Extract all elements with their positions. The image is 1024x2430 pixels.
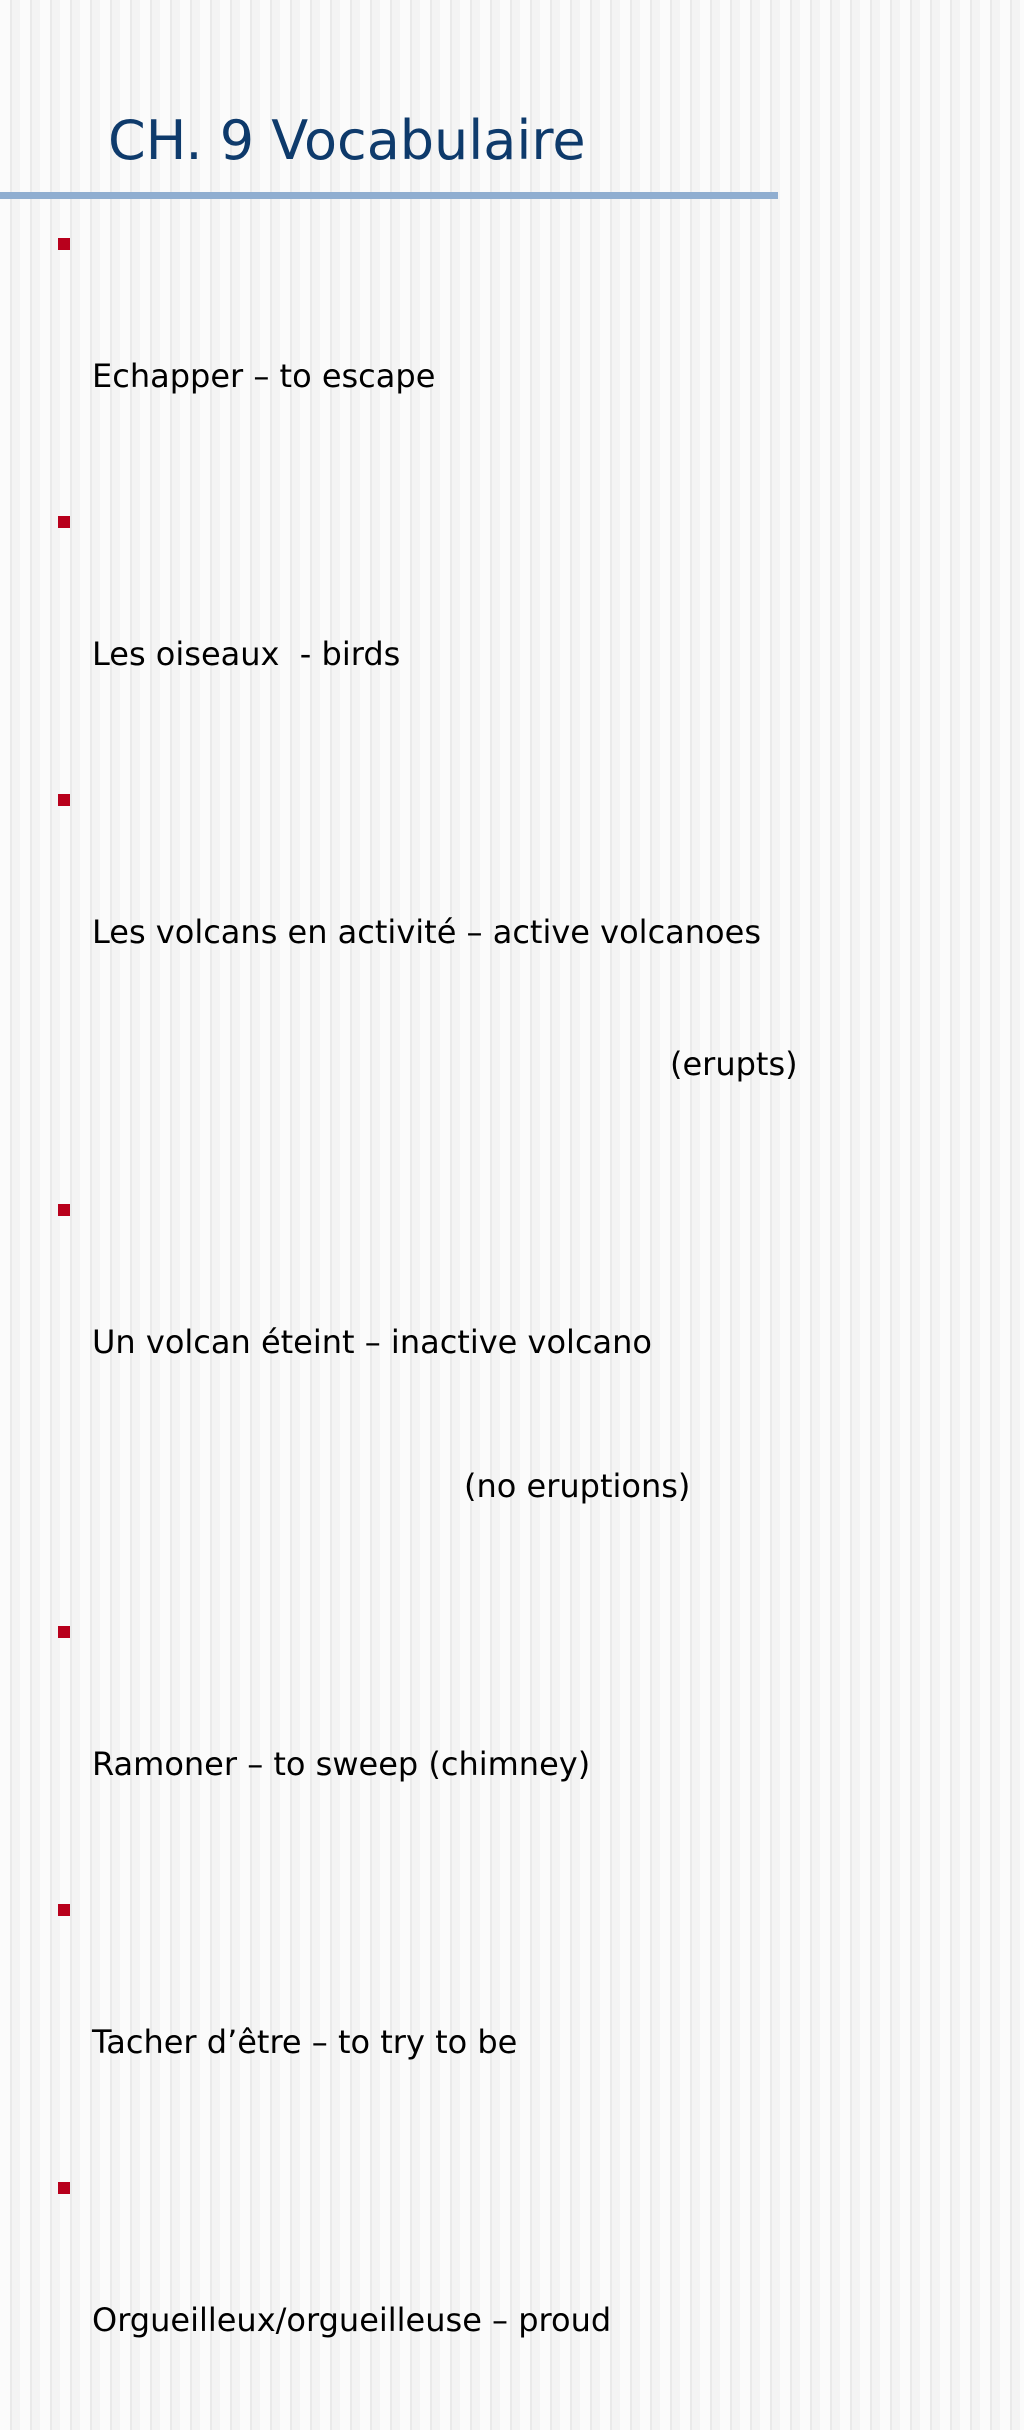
square-bullet-icon xyxy=(58,1204,70,1216)
list-item-text: Tacher d’être – to try to be xyxy=(92,2023,518,2061)
square-bullet-icon xyxy=(58,1626,70,1638)
list-item-text: Les oiseaux - birds xyxy=(92,635,401,673)
list-item xyxy=(56,2166,996,2430)
square-bullet-icon xyxy=(58,1904,70,1916)
list-item xyxy=(56,500,996,764)
square-bullet-icon xyxy=(58,2182,70,2194)
list-item-continuation: (erupts) xyxy=(670,1045,798,1083)
list-item-text: Echapper – to escape xyxy=(92,357,436,395)
slide-title: CH. 9 Vocabulaire xyxy=(108,109,586,172)
square-bullet-icon xyxy=(58,516,70,528)
square-bullet-icon xyxy=(58,794,70,806)
list-item xyxy=(56,222,996,486)
list-item xyxy=(56,1188,996,1596)
list-item-continuation: (no eruptions) xyxy=(464,1467,691,1505)
list-item-text: Orgueilleux/orgueilleuse – proud xyxy=(92,2301,612,2339)
list-item-text: Les volcans en activité – active volcanoes xyxy=(92,913,761,951)
list-item-text: Un volcan éteint – inactive volcano xyxy=(92,1323,652,1361)
vocabulary-list xyxy=(56,222,996,2430)
list-item xyxy=(56,1888,996,2152)
list-item xyxy=(56,778,996,1174)
square-bullet-icon xyxy=(58,238,70,250)
title-divider xyxy=(0,192,778,199)
list-item xyxy=(56,1610,996,1874)
list-item-text: Ramoner – to sweep (chimney) xyxy=(92,1745,591,1783)
